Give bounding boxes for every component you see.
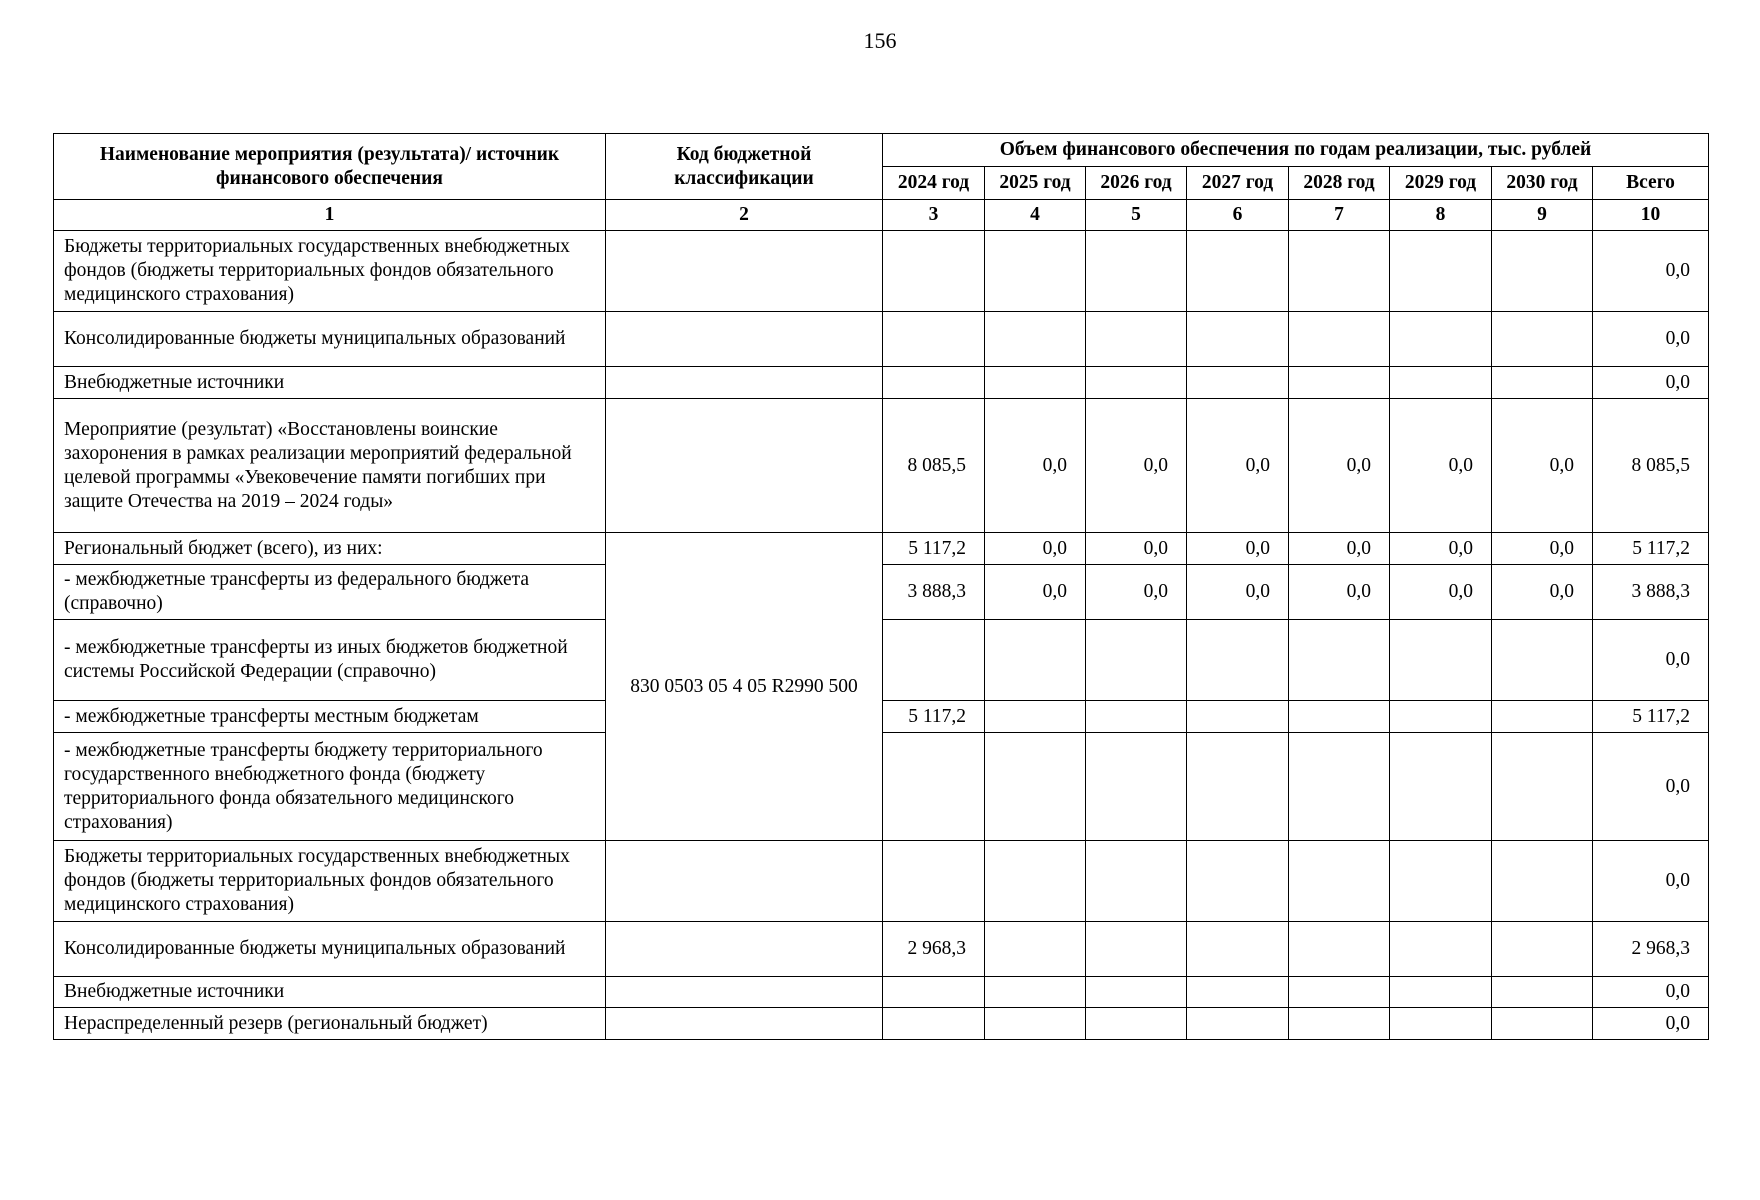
value-cell: 0,0 bbox=[1390, 399, 1492, 533]
total-cell: 0,0 bbox=[1593, 367, 1709, 399]
column-index: 5 bbox=[1086, 200, 1187, 231]
row-name: Бюджеты территориальных государственных внебюджетных фондов (бюджеты территориальных фондов обязательного медицинского страхования) bbox=[54, 841, 606, 922]
column-index: 10 bbox=[1593, 200, 1709, 231]
row-name: - межбюджетные трансферты из иных бюджетов бюджетной системы Российской Федерации (справочно) bbox=[54, 620, 606, 701]
value-cell bbox=[1187, 922, 1289, 977]
row-name: Консолидированные бюджеты муниципальных образований bbox=[54, 922, 606, 977]
table-row bbox=[54, 977, 1709, 1008]
value-cell: 0,0 bbox=[1492, 399, 1593, 533]
header-year: 2026 год bbox=[1086, 167, 1187, 200]
value-cell bbox=[1289, 1008, 1390, 1040]
value-cell bbox=[1289, 231, 1390, 312]
table-row bbox=[54, 922, 1709, 977]
row-code bbox=[606, 231, 883, 312]
value-cell: 0,0 bbox=[1086, 533, 1187, 565]
value-cell: 0,0 bbox=[1390, 533, 1492, 565]
header-year: 2027 год bbox=[1187, 167, 1289, 200]
row-name: Нераспределенный резерв (региональный бюджет) bbox=[54, 1008, 606, 1040]
value-cell bbox=[1289, 977, 1390, 1008]
value-cell: 8 085,5 bbox=[883, 399, 985, 533]
value-cell bbox=[1492, 841, 1593, 922]
value-cell bbox=[1086, 367, 1187, 399]
value-cell: 0,0 bbox=[1492, 533, 1593, 565]
total-cell: 0,0 bbox=[1593, 733, 1709, 841]
value-cell bbox=[1390, 701, 1492, 733]
column-index: 3 bbox=[883, 200, 985, 231]
value-cell bbox=[1289, 620, 1390, 701]
value-cell bbox=[1289, 922, 1390, 977]
value-cell bbox=[883, 312, 985, 367]
row-name: - межбюджетные трансферты местным бюджетам bbox=[54, 701, 606, 733]
row-code bbox=[606, 367, 883, 399]
value-cell bbox=[1492, 367, 1593, 399]
row-code bbox=[606, 922, 883, 977]
row-code bbox=[606, 399, 883, 533]
row-name: Мероприятие (результат) «Восстановлены воинские захоронения в рамках реализации мероприятий федеральной целевой программы «Увековечение памяти погибших при защите Отечества на 2019 – 2024 годы» bbox=[54, 399, 606, 533]
column-index: 1 bbox=[54, 200, 606, 231]
value-cell bbox=[1492, 733, 1593, 841]
row-name: Консолидированные бюджеты муниципальных образований bbox=[54, 312, 606, 367]
total-cell: 5 117,2 bbox=[1593, 701, 1709, 733]
header-year: 2028 год bbox=[1289, 167, 1390, 200]
value-cell bbox=[1187, 977, 1289, 1008]
value-cell bbox=[1492, 1008, 1593, 1040]
value-cell bbox=[1390, 312, 1492, 367]
value-cell: 0,0 bbox=[1390, 565, 1492, 620]
header-year: 2025 год bbox=[985, 167, 1086, 200]
value-cell bbox=[985, 701, 1086, 733]
value-cell bbox=[883, 231, 985, 312]
value-cell bbox=[985, 231, 1086, 312]
value-cell bbox=[1492, 312, 1593, 367]
value-cell bbox=[1187, 701, 1289, 733]
value-cell bbox=[883, 977, 985, 1008]
value-cell bbox=[883, 733, 985, 841]
total-cell: 2 968,3 bbox=[1593, 922, 1709, 977]
column-index: 2 bbox=[606, 200, 883, 231]
value-cell bbox=[1187, 367, 1289, 399]
value-cell bbox=[1086, 620, 1187, 701]
page-number: 156 bbox=[863, 28, 897, 53]
value-cell: 0,0 bbox=[1187, 533, 1289, 565]
value-cell: 0,0 bbox=[1492, 565, 1593, 620]
value-cell bbox=[1390, 231, 1492, 312]
financing-table bbox=[53, 133, 1709, 1040]
value-cell bbox=[1390, 733, 1492, 841]
value-cell bbox=[1187, 841, 1289, 922]
value-cell bbox=[1086, 1008, 1187, 1040]
value-cell bbox=[1086, 841, 1187, 922]
value-cell bbox=[1187, 733, 1289, 841]
column-index: 6 bbox=[1187, 200, 1289, 231]
value-cell bbox=[985, 977, 1086, 1008]
value-cell bbox=[985, 312, 1086, 367]
column-index: 7 bbox=[1289, 200, 1390, 231]
value-cell bbox=[1492, 977, 1593, 1008]
value-cell bbox=[985, 841, 1086, 922]
header-volume-column: Объем финансового обеспечения по годам реализации, тыс. рублей bbox=[883, 134, 1709, 167]
value-cell: 5 117,2 bbox=[883, 701, 985, 733]
value-cell bbox=[985, 620, 1086, 701]
value-cell bbox=[1289, 312, 1390, 367]
value-cell bbox=[1086, 977, 1187, 1008]
value-cell: 0,0 bbox=[985, 533, 1086, 565]
row-name: - межбюджетные трансферты из федерального бюджета (справочно) bbox=[54, 565, 606, 620]
value-cell bbox=[1289, 733, 1390, 841]
row-code bbox=[606, 1008, 883, 1040]
row-name: Внебюджетные источники bbox=[54, 367, 606, 399]
value-cell bbox=[1289, 367, 1390, 399]
value-cell bbox=[1289, 701, 1390, 733]
total-cell: 0,0 bbox=[1593, 231, 1709, 312]
total-cell: 8 085,5 bbox=[1593, 399, 1709, 533]
value-cell: 3 888,3 bbox=[883, 565, 985, 620]
table-row bbox=[54, 367, 1709, 399]
column-index: 8 bbox=[1390, 200, 1492, 231]
value-cell: 0,0 bbox=[1289, 565, 1390, 620]
value-cell: 0,0 bbox=[1187, 399, 1289, 533]
value-cell bbox=[985, 367, 1086, 399]
value-cell: 0,0 bbox=[985, 565, 1086, 620]
value-cell: 2 968,3 bbox=[883, 922, 985, 977]
table-row bbox=[54, 312, 1709, 367]
row-code bbox=[606, 977, 883, 1008]
value-cell bbox=[1187, 312, 1289, 367]
budget-classification-code: 830 0503 05 4 05 R2990 500 bbox=[606, 533, 883, 841]
table-row bbox=[54, 841, 1709, 922]
value-cell bbox=[1492, 231, 1593, 312]
value-cell: 0,0 bbox=[1187, 565, 1289, 620]
value-cell: 0,0 bbox=[1086, 399, 1187, 533]
value-cell bbox=[1390, 977, 1492, 1008]
value-cell bbox=[1187, 231, 1289, 312]
total-cell: 0,0 bbox=[1593, 620, 1709, 701]
row-name: - межбюджетные трансферты бюджету территориального государственного внебюджетного фонда (бюджету территориального фонда обязательного медицинского страхования) bbox=[54, 733, 606, 841]
row-name: Бюджеты территориальных государственных внебюджетных фондов (бюджеты территориальных фондов обязательного медицинского страхования) bbox=[54, 231, 606, 312]
value-cell bbox=[1086, 231, 1187, 312]
header-code-column: Код бюджетной классификации bbox=[606, 134, 883, 200]
value-cell bbox=[883, 367, 985, 399]
header-name-column: Наименование мероприятия (результата)/ источник финансового обеспечения bbox=[54, 134, 606, 200]
row-name: Внебюджетные источники bbox=[54, 977, 606, 1008]
value-cell bbox=[1390, 922, 1492, 977]
total-cell: 0,0 bbox=[1593, 841, 1709, 922]
header-year: 2029 год bbox=[1390, 167, 1492, 200]
value-cell bbox=[1086, 922, 1187, 977]
value-cell bbox=[883, 620, 985, 701]
header-total: Всего bbox=[1593, 167, 1709, 200]
value-cell bbox=[883, 841, 985, 922]
value-cell bbox=[985, 922, 1086, 977]
value-cell: 0,0 bbox=[1289, 533, 1390, 565]
header-year: 2024 год bbox=[883, 167, 985, 200]
total-cell: 5 117,2 bbox=[1593, 533, 1709, 565]
value-cell bbox=[1289, 841, 1390, 922]
row-name: Региональный бюджет (всего), из них: bbox=[54, 533, 606, 565]
row-code bbox=[606, 312, 883, 367]
value-cell bbox=[1086, 701, 1187, 733]
value-cell bbox=[1390, 1008, 1492, 1040]
value-cell bbox=[985, 1008, 1086, 1040]
total-cell: 0,0 bbox=[1593, 1008, 1709, 1040]
value-cell bbox=[1086, 733, 1187, 841]
table-row bbox=[54, 1008, 1709, 1040]
value-cell bbox=[1492, 701, 1593, 733]
table-row bbox=[54, 399, 1709, 533]
value-cell: 5 117,2 bbox=[883, 533, 985, 565]
total-cell: 0,0 bbox=[1593, 977, 1709, 1008]
table-row bbox=[54, 533, 1709, 565]
value-cell: 0,0 bbox=[1086, 565, 1187, 620]
value-cell: 0,0 bbox=[985, 399, 1086, 533]
total-cell: 0,0 bbox=[1593, 312, 1709, 367]
table-row bbox=[54, 231, 1709, 312]
value-cell bbox=[1492, 620, 1593, 701]
value-cell bbox=[1390, 841, 1492, 922]
value-cell bbox=[1086, 312, 1187, 367]
column-index: 9 bbox=[1492, 200, 1593, 231]
value-cell bbox=[1187, 620, 1289, 701]
value-cell bbox=[1390, 620, 1492, 701]
value-cell: 0,0 bbox=[1289, 399, 1390, 533]
value-cell bbox=[883, 1008, 985, 1040]
header-year: 2030 год bbox=[1492, 167, 1593, 200]
row-code bbox=[606, 841, 883, 922]
value-cell bbox=[1492, 922, 1593, 977]
value-cell bbox=[1390, 367, 1492, 399]
value-cell bbox=[1187, 1008, 1289, 1040]
column-index: 4 bbox=[985, 200, 1086, 231]
value-cell bbox=[985, 733, 1086, 841]
total-cell: 3 888,3 bbox=[1593, 565, 1709, 620]
